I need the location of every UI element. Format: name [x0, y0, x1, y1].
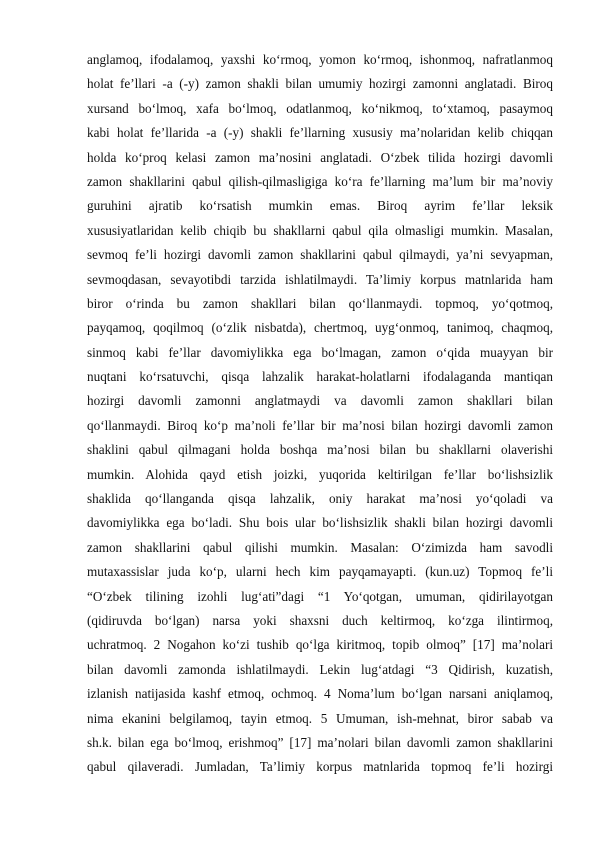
text-line: bilan davomli zamonda ishlatilmaydi. Lekin lug‘atdagi “3 Qidirish, kuzatish,	[87, 661, 553, 677]
text-line: mutaxassislar juda ko‘p, ularni hech kim payqamayapti. (kun.uz) Topmoq fe’li	[87, 564, 553, 580]
text-line: payqamoq, qoqilmoq (o‘zlik nisbatda), chertmoq, uyg‘onmoq, tanimoq, chaqmoq,	[87, 320, 553, 336]
text-line: guruhini ajratib ko‘rsatish mumkin emas. Biroq ayrim fe’llar leksik	[87, 198, 553, 214]
text-line: xususiyatlaridan kelib chiqib bu shakllarni qabul qila olmasligi mumkin. Masalan,	[87, 222, 553, 238]
text-line: qabul qilaveradi. Jumladan, Ta’limiy korpus matnlarida topmoq fe’li hozirgi	[87, 759, 553, 775]
text-line: sevmoqdasan, sevayotibdi tarzida ishlatilmaydi. Ta’limiy korpus matnlarida ham	[87, 271, 553, 287]
text-line: shaklini qabul qilmagani holda boshqa ma’nosi bilan bu shakllarni olaverishi	[87, 442, 553, 458]
text-line: shaklida qo‘llanganda qisqa lahzalik, oniy harakat ma’nosi yo‘qoladi va	[87, 491, 553, 507]
text-line: sevmoq fe’li hozirgi davomli zamon shakllarini qabul qilmaydi, ya’ni sevyapman,	[87, 247, 553, 263]
text-line: hozirgi davomli zamonni anglatmaydi va davomli zamon shakllari bilan	[87, 393, 553, 409]
text-line: qo‘llanmaydi. Biroq ko‘p ma’noli fe’llar bir ma’nosi bilan hozirgi davomli zamon	[87, 417, 553, 433]
text-line: “O‘zbek tilining izohli lug‘ati”dagi “1 Yo‘qotgan, umuman, qidirilayotgan	[87, 588, 553, 604]
document-body	[87, 48, 553, 780]
text-line: davomiylikka ega bo‘ladi. Shu bois ular bo‘lishsizlik shakli bilan hozirgi davomli	[87, 515, 553, 531]
text-line: (qidiruvda bo‘lgan) narsa yoki shaxsni duch keltirmoq, ko‘zga ilintirmoq,	[87, 612, 553, 628]
text-line: uchratmoq. 2 Nogahon ko‘zi tushib qo‘lga kiritmoq, topib olmoq” [17] ma’nolari	[87, 637, 553, 653]
text-line: sh.k. bilan ega bo‘lmoq, erishmoq” [17] ma’nolari bilan davomli zamon shakllarini	[87, 734, 553, 750]
text-line: kabi holat fe’llarida -a (-y) shakli fe’llarning xususiy ma’nolaridan kelib chiqqan	[87, 125, 553, 141]
text-line: holda ko‘proq kelasi zamon ma’nosini anglatadi. O‘zbek tilida hozirgi davomli	[87, 149, 553, 165]
text-line: anglamoq, ifodalamoq, yaxshi ko‘rmoq, yomon ko‘rmoq, ishonmoq, nafratlanmoq	[87, 52, 553, 67]
text-line: izlanish natijasida kashf etmoq, ochmoq. 4 Noma’lum bo‘lgan narsani aniqlamoq,	[87, 686, 553, 702]
text-line: holat fe’llari -a (-y) zamon shakli bilan umumiy hozirgi zamonni anglatadi. Biroq	[87, 76, 553, 92]
text-line: zamon shakllarini qabul qilishi mumkin. Masalan: O‘zimizda ham savodli	[87, 539, 553, 555]
text-line: mumkin. Alohida qayd etish joizki, yuqorida keltirilgan fe’llar bo‘lishsizlik	[87, 466, 553, 482]
text-line: nuqtani ko‘rsatuvchi, qisqa lahzalik harakat-holatlarni ifodalaganda mantiqan	[87, 369, 553, 385]
text-line: xursand bo‘lmoq, xafa bo‘lmoq, odatlanmoq, ko‘nikmoq, to‘xtamoq, pasaymoq	[87, 100, 553, 116]
text-line: zamon shakllarini qabul qilish-qilmasligiga ko‘ra fe’llarning ma’lum bir ma’noviy	[87, 173, 553, 189]
text-line: sinmoq kabi fe’llar davomiylikka ega bo‘lmagan, zamon o‘qida muayyan bir	[87, 344, 553, 360]
text-line: biror o‘rinda bu zamon shakllari bilan qo‘llanmaydi. topmoq, yo‘qotmoq,	[87, 295, 553, 311]
text-line: nima ekanini belgilamoq, tayin etmoq. 5 Umuman, ish-mehnat, biror sabab va	[87, 710, 553, 726]
